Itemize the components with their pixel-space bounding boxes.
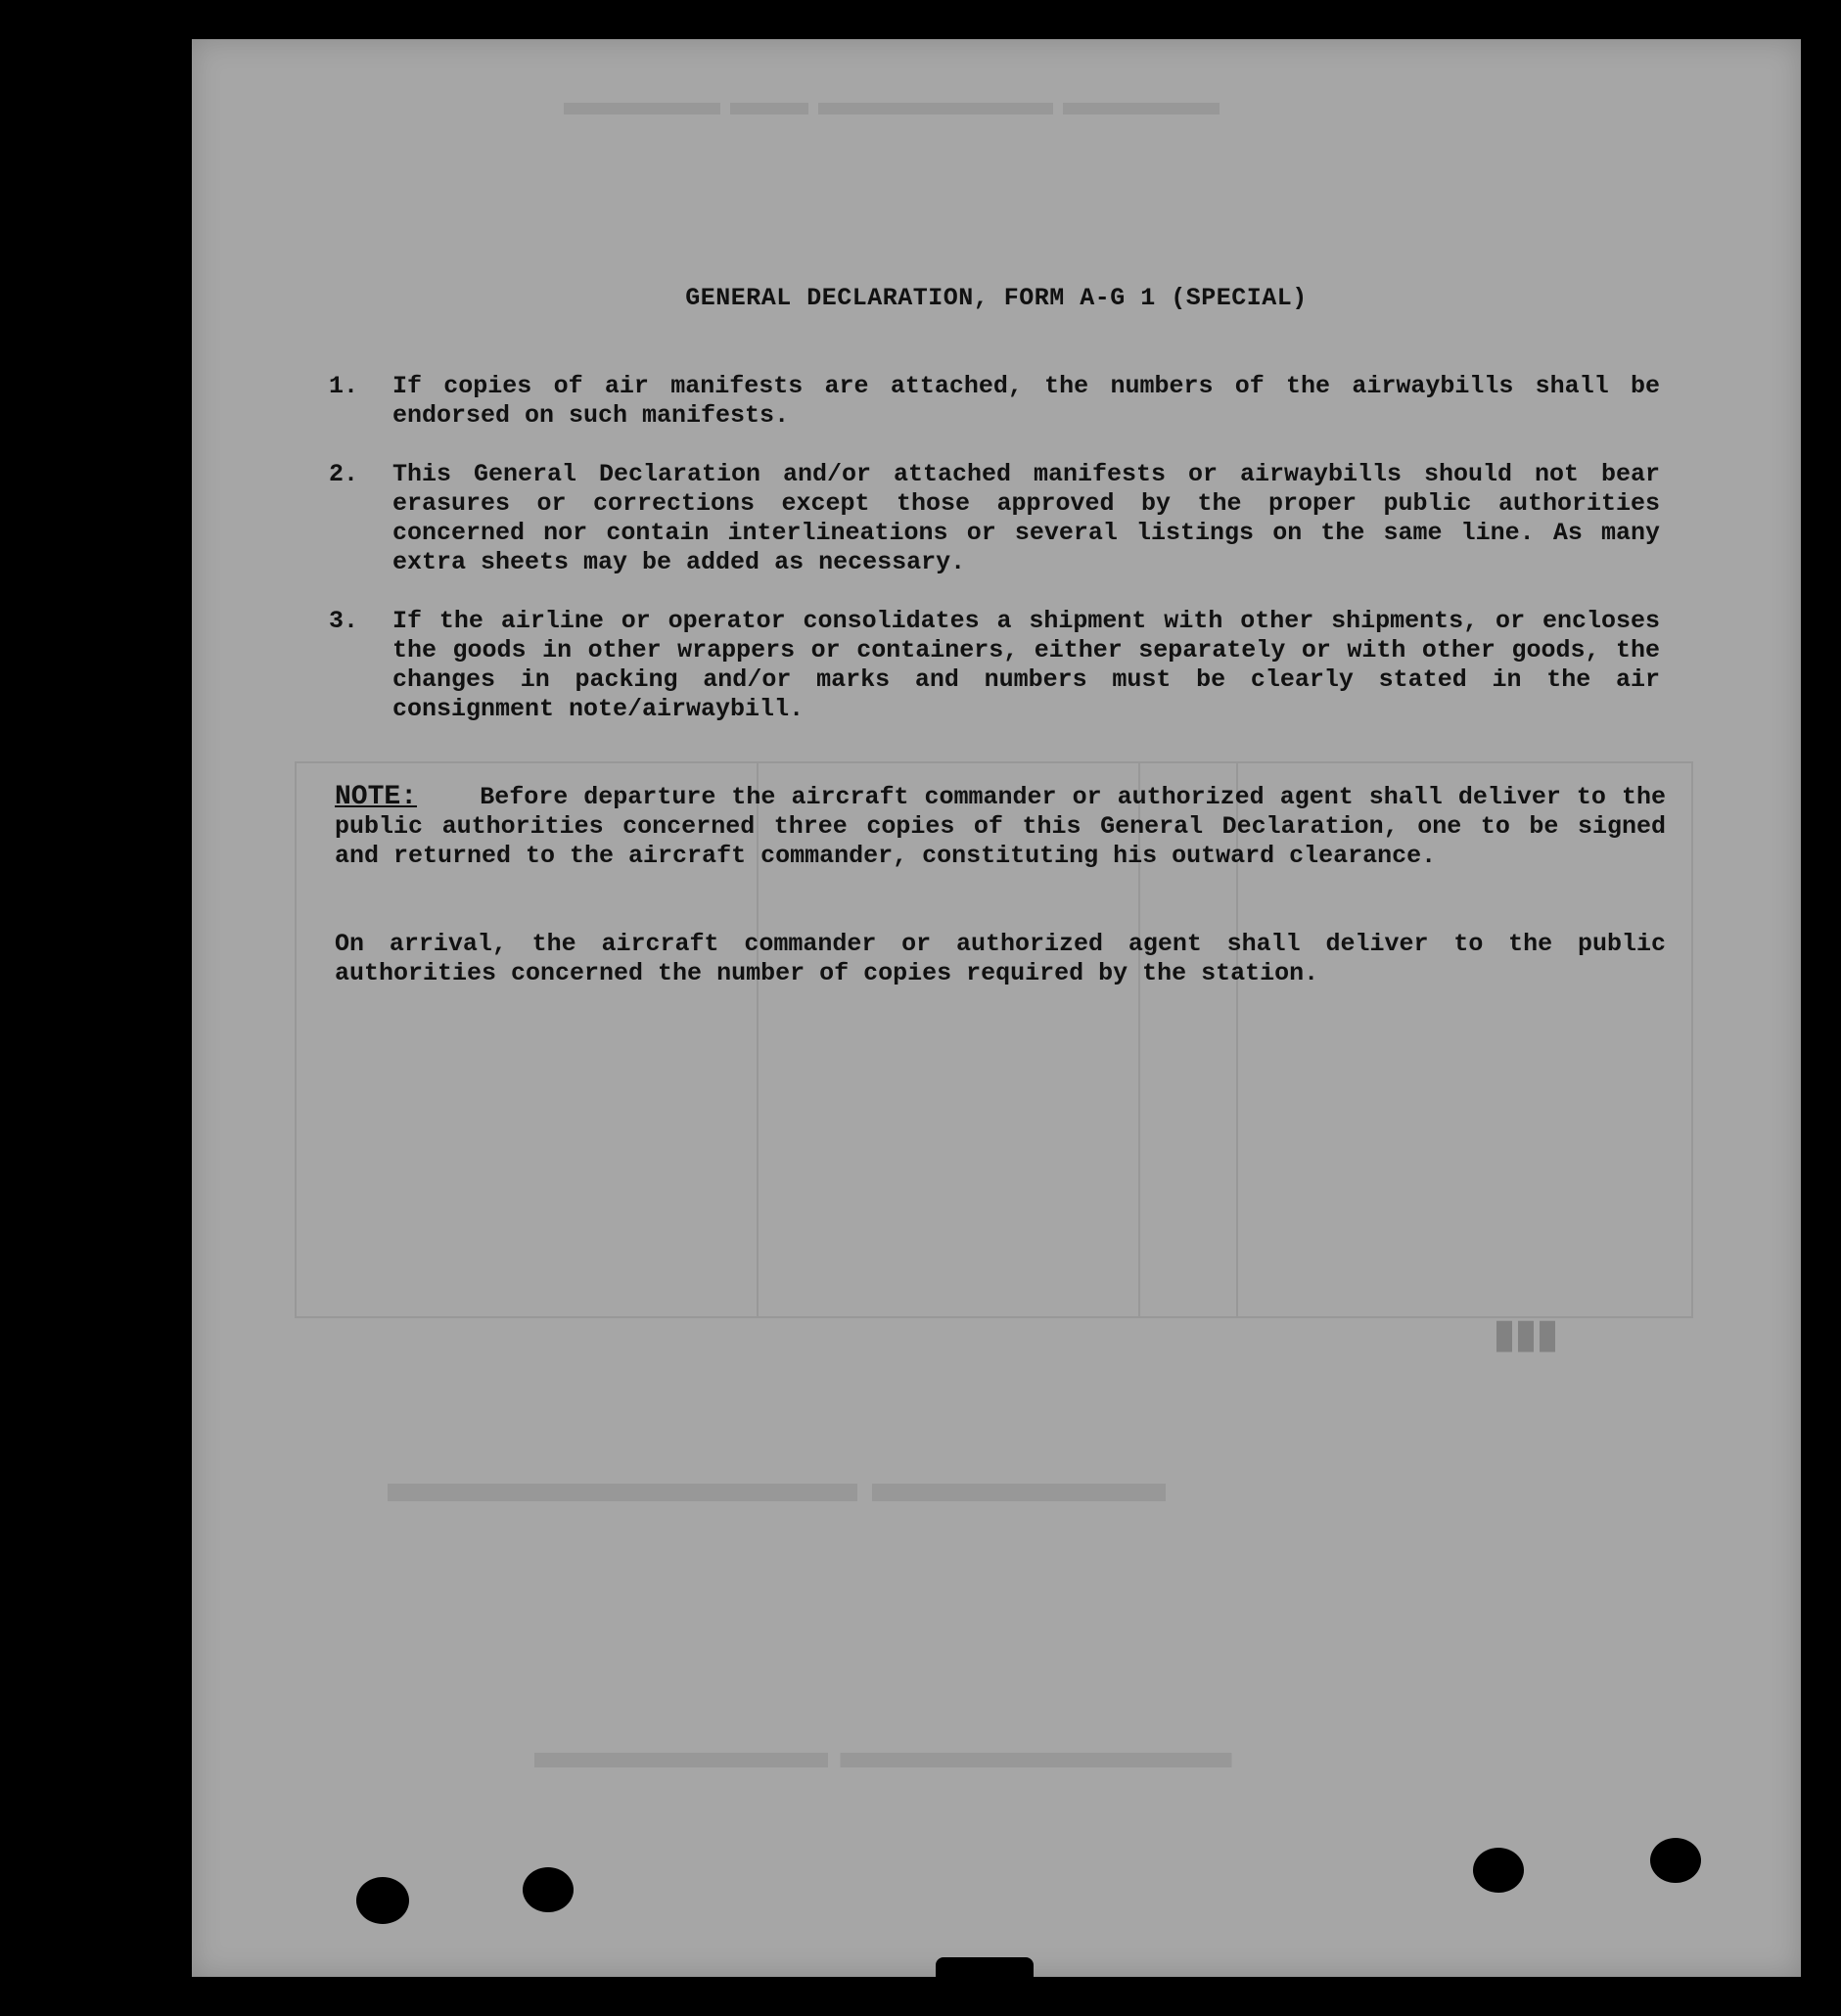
- note-label: NOTE:: [335, 782, 418, 812]
- item-text: If copies of air manifests are attached, the numbers of the airwaybills shall be endorsed on such manifests.: [392, 372, 1660, 430]
- item-number: 3.: [329, 607, 359, 635]
- note-text: Before departure the aircraft commander or authorized agent shall deliver to the public authorities concerned three copies of this General Declaration, one to be signed and returned to the aircraft commander, constituting his outward clearance.: [335, 783, 1666, 870]
- paper-sheet: [192, 39, 1801, 1977]
- bleed-through-stamp: ▮▮▮: [1494, 1312, 1559, 1355]
- item-text: This General Declaration and/or attached manifests or airwaybills should not bear erasures or corrections except those approved by the proper public authorities concerned nor contain interlineations or several listings on the same line. As many extra sheets may be added as necessary.: [392, 460, 1660, 576]
- bleed-through-text: ▬▬▬▬ ▬▬▬▬▬▬ ▬▬ ▬▬▬▬: [564, 79, 1220, 123]
- punch-hole: [1473, 1848, 1524, 1893]
- punch-hole: [523, 1867, 574, 1912]
- note-paragraph: [335, 783, 1666, 871]
- arrival-paragraph: On arrival, the aircraft commander or authorized agent shall deliver to the public authorities concerned the number of copies required by the station.: [335, 930, 1666, 987]
- document-title: GENERAL DECLARATION, FORM A-G 1 (SPECIAL): [685, 284, 1308, 312]
- item-number: 1.: [329, 372, 359, 400]
- bleed-through-text: ▬▬▬▬▬ ▬▬▬▬▬▬▬▬: [388, 1449, 1166, 1514]
- item-text: If the airline or operator consolidates a shipment with other shipments, or encloses the goods in other wrappers or containers, either separately or with other goods, the changes in packing and/or marks and numbers must be clearly stated in the air consignment note/airwaybill.: [392, 607, 1660, 723]
- item-number: 2.: [329, 460, 359, 488]
- punch-hole: [356, 1877, 409, 1924]
- punch-hole: [1650, 1838, 1701, 1883]
- bleed-through-text: ▬▬▬▬▬▬▬▬ ▬▬▬▬▬▬: [534, 1723, 1232, 1778]
- torn-edge: [936, 1957, 1034, 1977]
